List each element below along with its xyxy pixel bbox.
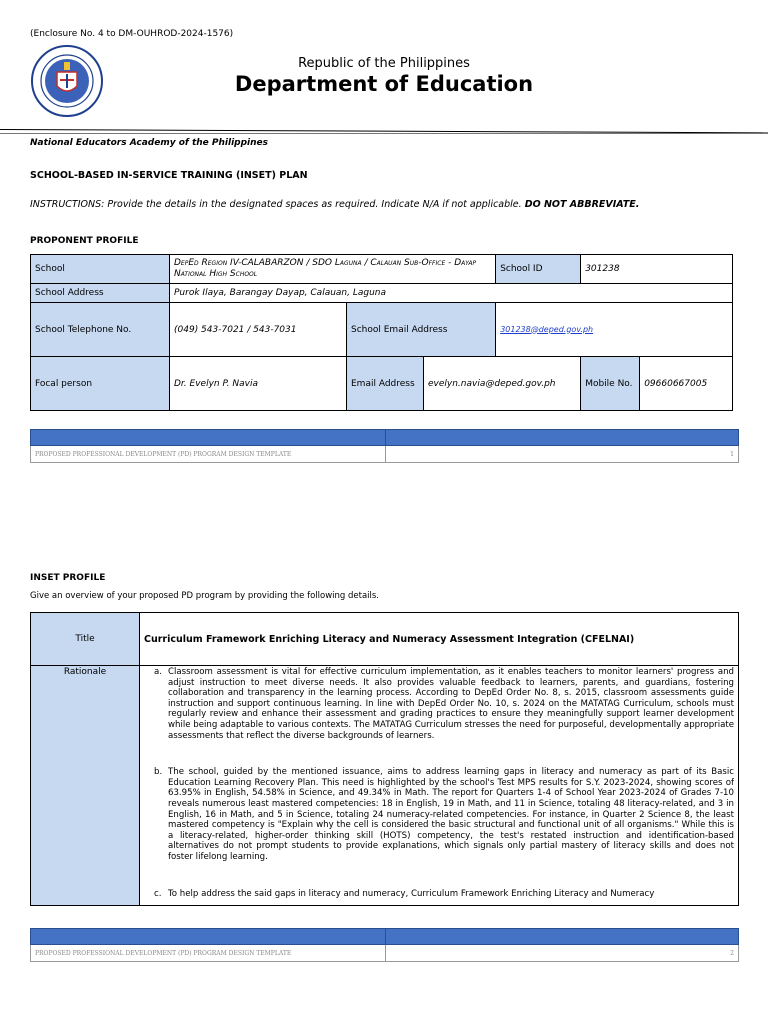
inset-subtext: Give an overview of your proposed PD program by providing the following details. xyxy=(30,591,380,601)
focal-value: Dr. Evelyn P. Navia xyxy=(170,357,347,411)
form-title: SCHOOL-BASED IN-SERVICE TRAINING (INSET) PLAN xyxy=(30,170,308,181)
footer-template-name: PROPOSED PROFESSIONAL DEVELOPMENT (PD) PROGRAM DESIGN TEMPLATE xyxy=(31,446,386,463)
inset-table xyxy=(30,612,739,906)
header-rule-thin xyxy=(0,133,768,134)
rationale-list xyxy=(140,667,734,899)
footer-page-number: 1 xyxy=(386,446,739,463)
mobile-value: 09660667005 xyxy=(640,357,733,411)
page-footer-2 xyxy=(30,928,739,962)
proponent-table xyxy=(30,254,733,411)
school-email-link[interactable]: 301238@deped.gov.ph xyxy=(500,324,594,334)
instructions-emphasis: DO NOT ABBREVIATE. xyxy=(524,199,640,210)
republic-heading: Republic of the Philippines xyxy=(298,56,470,71)
address-label: School Address xyxy=(31,284,170,303)
title-label: Title xyxy=(31,613,140,666)
focal-email-label: Email Address xyxy=(347,357,424,411)
focal-email-value: evelyn.navia@deped.gov.ph xyxy=(424,357,581,411)
academy-name: National Educators Academy of the Philippines xyxy=(30,138,268,148)
enclosure-note: (Enclosure No. 4 to DM-OUHROD-2024-1576) xyxy=(30,29,234,39)
school-email-cell xyxy=(496,303,733,357)
school-id-value: 301238 xyxy=(581,255,733,284)
school-email-label: School Email Address xyxy=(347,303,496,357)
focal-label: Focal person xyxy=(31,357,170,411)
instructions xyxy=(30,199,639,210)
instructions-text: INSTRUCTIONS: Provide the details in the designated spaces as required. Indicate N/A if not applicable. xyxy=(30,199,525,210)
rationale-item: b. The school, guided by the mentioned issuance, aims to address learning gaps in literacy and numeracy as part of its Basic Education Learning Recovery Plan. This need is highlighted by the school's Test MPS results for S.Y. 2023-2024, showing scores of 63.95% in English, 54.58% in Science, and 49.34% in Math. The report for Quarters 1-4 of School Year 2023-2024 of Grades 7-10 reveals numerous least mastered competencies: 18 in English, 19 in Math, and 11 in Science, totaling 48 literacy-related, and 3 in English, 16 in Math, and 5 in Science, totaling 24 numeracy-related competencies. For instance, in Quarter 2 Science 8, the least mastered competency is "Explain why the cell is considered the basic structural and functional unit of all organisms." While this is a literacy-related, higher-order thinking skill (HOTS) competency, the test's restated instruction and identification-based alternatives do not prompt students to provide explanations, which signals only partial mastery of literacy skills and does not foster lifelong learning. xyxy=(154,767,734,862)
phone-label: School Telephone No. xyxy=(31,303,170,357)
phone-value: (049) 543-7021 / 543-7031 xyxy=(170,303,347,357)
address-value: Purok Ilaya, Barangay Dayap, Calauan, Laguna xyxy=(170,284,733,303)
title-value: Curriculum Framework Enriching Literacy and Numeracy Assessment Integration (CFELNAI) xyxy=(140,613,739,666)
footer-page-number: 2 xyxy=(386,945,739,962)
department-heading: Department of Education xyxy=(234,72,534,96)
rationale-item: c. To help address the said gaps in literacy and numeracy, Curriculum Framework Enriching Literacy and Numeracy xyxy=(154,888,655,899)
proponent-heading: PROPONENT PROFILE xyxy=(30,236,139,246)
page-footer-1 xyxy=(30,429,739,463)
inset-heading: INSET PROFILE xyxy=(30,573,106,583)
rationale-cell xyxy=(140,666,739,906)
mobile-label: Mobile No. xyxy=(581,357,640,411)
rationale-item: a. Classroom assessment is vital for effective curriculum implementation, as it enables teachers to monitor learners' progress and adjust instruction to meet diverse needs. It also provides valuable feedback to learners, parents, and guardians, fostering collaboration and transparency in the learning process. According to DepEd Order No. 8, s. 2015, classroom assessments guide instruction and support continuous learning. In line with DepEd Order No. 10, s. 2024 on the MATATAG Curriculum, schools must regularly review and enhance their assessment and grading practices to ensure they meaningfully support learner development while being adaptable to various contexts. The MATATAG Curriculum stresses the need for purposeful, developmentally appropriate assessments that reflect the diverse backgrounds of learners. xyxy=(154,667,734,741)
school-label: School xyxy=(31,255,170,284)
school-value: DepEd Region IV-CALABARZON / SDO Laguna / Calauan Sub-Office - Dayap National High School xyxy=(170,255,496,284)
rationale-label: Rationale xyxy=(31,666,140,906)
footer-template-name: PROPOSED PROFESSIONAL DEVELOPMENT (PD) PROGRAM DESIGN TEMPLATE xyxy=(31,945,386,962)
school-id-label: School ID xyxy=(496,255,581,284)
